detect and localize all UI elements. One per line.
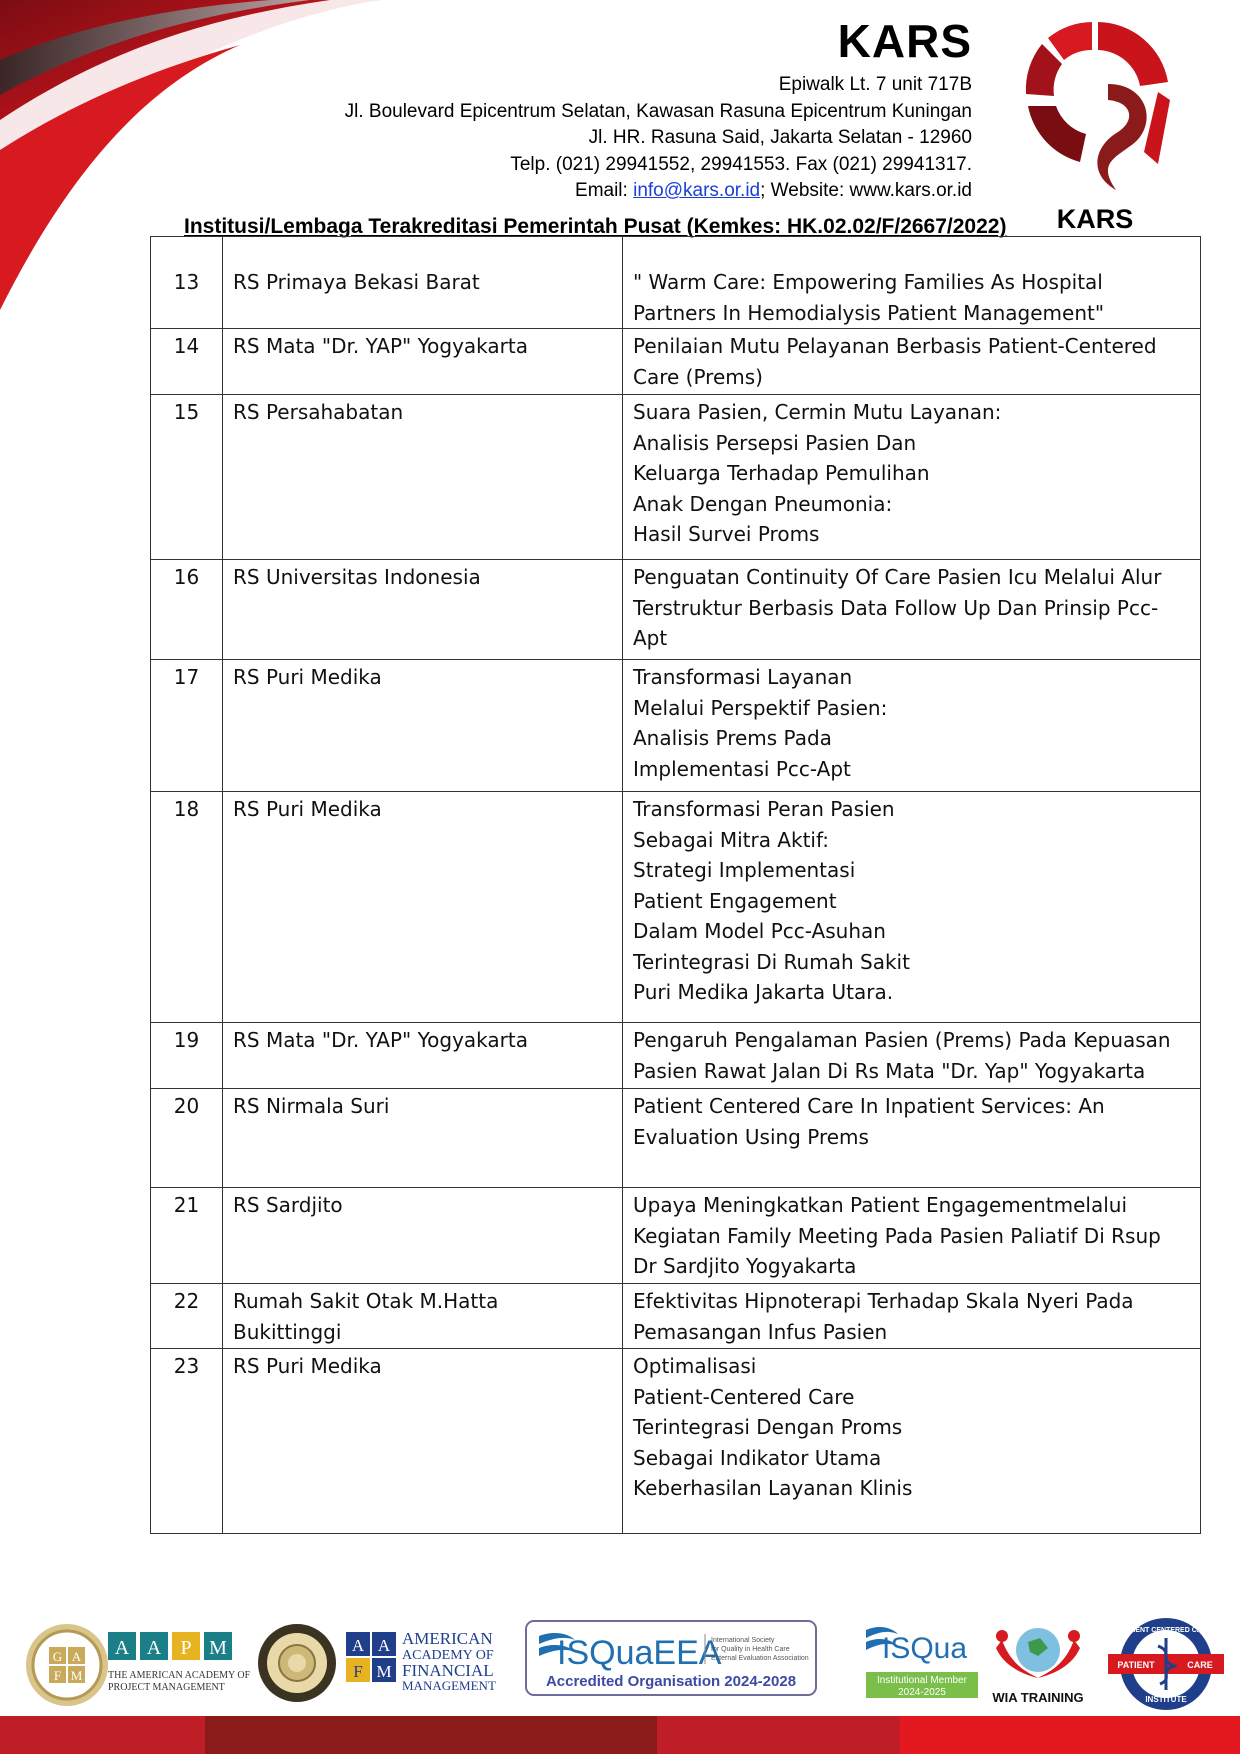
abstract-title: [623, 329, 1201, 395]
hospital-name-line: Bukittinggi: [233, 1319, 342, 1344]
table-row: [151, 792, 1201, 1023]
abstract-title: [623, 1023, 1201, 1089]
title-line: Terstruktur Berbasis Data Follow Up Dan Prinsip Pcc-: [633, 595, 1159, 620]
isqua-member-text: 2024-2025: [898, 1687, 946, 1698]
table-row: [151, 395, 1201, 560]
email-link[interactable]: info@kars.or.id: [633, 180, 761, 201]
title-line: Implementasi Pcc-Apt: [633, 756, 851, 781]
isqua-name: ISQua: [882, 1632, 968, 1665]
title-line: Suara Pasien, Cermin Mutu Layanan:: [633, 400, 1002, 424]
isqua-eea-desc: External Evaluation Association: [711, 1655, 809, 1662]
title-line: Penilaian Mutu Pelayanan Berbasis Patient-Centered: [633, 334, 1157, 358]
abstract-title: [623, 395, 1201, 560]
aapm-letter: P: [180, 1637, 192, 1659]
aapm-letter: A: [114, 1637, 130, 1659]
gafm-letter: A: [71, 1649, 82, 1664]
aafm-text: MANAGEMENT: [402, 1678, 496, 1693]
email-prefix: Email:: [575, 180, 634, 201]
abstract-title: [623, 237, 1201, 329]
title-line: Optimalisasi: [633, 1354, 757, 1378]
isqua-eea-desc: International Society: [711, 1637, 775, 1644]
title-line: Keberhasilan Layanan Klinis: [633, 1476, 913, 1500]
hospital-name-line: Rumah Sakit Otak M.Hatta: [233, 1289, 499, 1313]
pcci-top-text: PATIENT CENTERED CARE: [1120, 1627, 1212, 1634]
gafm-letter: M: [70, 1668, 83, 1683]
aapm-logo: [106, 1630, 276, 1702]
table-row: [151, 1188, 1201, 1284]
title-line: Kegiatan Family Meeting Pada Pasien Paliatif Di Rsup: [633, 1223, 1161, 1248]
isqua-eea-logo: [525, 1620, 817, 1696]
hospital-name: RS Puri Medika: [223, 660, 623, 792]
isqua-eea-badge: Accredited Organisation 2024-2028: [545, 1673, 797, 1690]
abstract-table: [150, 236, 1201, 1534]
aafm-logo: [344, 1630, 544, 1702]
row-number: 18: [151, 792, 223, 1023]
hospital-name: RS Primaya Bekasi Barat: [223, 237, 623, 329]
title-line: Transformasi Layanan: [633, 665, 853, 689]
table-row: [151, 237, 1201, 329]
isqua-eea-name: ISQuaEEA: [557, 1634, 722, 1672]
title-line: Analisis Persepsi Pasien Dan: [633, 430, 917, 455]
title-line: Evaluation Using Prems: [633, 1124, 869, 1149]
kars-logo-icon: [1008, 14, 1188, 204]
kars-logo-label: KARS: [1056, 204, 1134, 234]
hospital-name: [223, 1284, 623, 1349]
footer-bar-segment: [657, 1716, 900, 1754]
title-line: Patient Engagement: [633, 888, 837, 913]
hospital-name: RS Mata "Dr. YAP" Yogyakarta: [223, 1023, 623, 1089]
row-number: 23: [151, 1349, 223, 1534]
title-line: Efektivitas Hipnoterapi Terhadap Skala Nyeri Pada: [633, 1289, 1134, 1313]
title-line: Hasil Survei Proms: [633, 522, 820, 546]
row-number: 22: [151, 1284, 223, 1349]
aafm-text: FINANCIAL: [402, 1661, 494, 1680]
aafm-letter: A: [377, 1636, 391, 1655]
abstract-title: [623, 1188, 1201, 1284]
table-row: [151, 1349, 1201, 1534]
title-line: Keluarga Terhadap Pemulihan: [633, 461, 930, 485]
address-line: Epiwalk Lt. 7 unit 717B: [778, 74, 972, 95]
title-line: Pengaruh Pengalaman Pasien (Prems) Pada Kepuasan: [633, 1028, 1171, 1052]
title-line: Terintegrasi Dengan Proms: [633, 1415, 903, 1439]
isqua-eea-desc: for Quality in Health Care: [711, 1646, 790, 1653]
abstract-title: [623, 1284, 1201, 1349]
row-number: 15: [151, 395, 223, 560]
row-number: 16: [151, 560, 223, 660]
hospital-name: RS Puri Medika: [223, 792, 623, 1023]
title-line: Melalui Perspektif Pasien:: [633, 695, 888, 720]
footer-color-bar: [0, 1716, 1240, 1754]
aafm-text: AMERICAN: [402, 1630, 493, 1648]
footer-bar-segment: [205, 1716, 657, 1754]
aafm-letter: F: [353, 1662, 363, 1681]
gafm-seal-logo: [24, 1622, 110, 1708]
title-line: Strategi Implementasi: [633, 858, 856, 882]
phone-line: Telp. (021) 29941552, 29941553. Fax (021) 29941317.: [510, 153, 972, 175]
title-line: Anak Dengan Pneumonia:: [633, 491, 893, 516]
hospital-name: RS Persahabatan: [223, 395, 623, 560]
footer-bar-segment: [0, 1716, 205, 1754]
title-line: Patient-Centered Care: [633, 1384, 855, 1409]
row-number: 20: [151, 1089, 223, 1188]
title-line: Sebagai Mitra Aktif:: [633, 827, 830, 852]
title-line: Upaya Meningkatkan Patient Engagementmelalui: [633, 1193, 1128, 1217]
table-row: [151, 1284, 1201, 1349]
aafm-letter: M: [376, 1662, 392, 1681]
table-row: [151, 660, 1201, 792]
abstract-title: [623, 660, 1201, 792]
isqua-member-logo: [862, 1618, 978, 1700]
address-line: Jl. HR. Rasuna Said, Jakarta Selatan - 12960: [588, 127, 972, 148]
title-line: Sebagai Indikator Utama: [633, 1445, 882, 1470]
table-row: [151, 329, 1201, 395]
footer-bar-segment: [900, 1716, 1240, 1754]
pcci-band-text: CARE: [1187, 1660, 1213, 1670]
isqua-member-text: Institutional Member: [876, 1675, 968, 1686]
title-line: Dalam Model Pcc-Asuhan: [633, 919, 886, 943]
title-line: Puri Medika Jakarta Utara.: [633, 980, 894, 1004]
aapm-caption: THE AMERICAN ACADEMY OF: [108, 1670, 251, 1681]
aafm-letter: A: [351, 1636, 365, 1655]
address-block: [345, 72, 972, 205]
wia-training-logo: [982, 1618, 1094, 1710]
title-line: Pasien Rawat Jalan Di Rs Mata "Dr. Yap" Yogyakarta: [633, 1058, 1146, 1083]
title-line: Penguatan Continuity Of Care Pasien Icu Melalui Alur: [633, 565, 1162, 589]
title-line: Pemasangan Infus Pasien: [633, 1319, 888, 1344]
abstract-title: [623, 1349, 1201, 1534]
aapm-caption: PROJECT MANAGEMENT: [108, 1682, 225, 1693]
hospital-name: RS Universitas Indonesia: [223, 560, 623, 660]
wia-label: WIA TRAINING: [992, 1690, 1084, 1705]
address-line: Jl. Boulevard Epicentrum Selatan, Kawasan Rasuna Epicentrum Kuningan: [344, 100, 972, 122]
abstract-title: [623, 560, 1201, 660]
hospital-name: RS Nirmala Suri: [223, 1089, 623, 1188]
pcci-band-text: PATIENT: [1117, 1660, 1155, 1670]
accreditation-statement: Institusi/Lembaga Terakreditasi Pemerintah Pusat (Kemkes: HK.02.02/F/2667/2022): [184, 215, 1007, 238]
patient-centered-care-institute-logo: [1108, 1616, 1228, 1712]
title-line: Dr Sardjito Yogyakarta: [633, 1254, 857, 1278]
org-name-heading: KARS: [837, 15, 972, 67]
gafm-letter: G: [52, 1649, 63, 1664]
table-row: [151, 560, 1201, 660]
contact-line: [345, 178, 972, 205]
hospital-name: RS Mata "Dr. YAP" Yogyakarta: [223, 329, 623, 395]
abstract-title: [623, 1089, 1201, 1188]
table-row: [151, 1023, 1201, 1089]
table-row: [151, 1089, 1201, 1188]
row-number: 14: [151, 329, 223, 395]
project-management-seal-icon: [256, 1622, 338, 1704]
website-text: ; Website: www.kars.or.id: [760, 180, 972, 201]
row-number: 21: [151, 1188, 223, 1284]
title-line: Care (Prems): [633, 364, 763, 389]
title-line: Patient Centered Care In Inpatient Services: An: [633, 1094, 1105, 1118]
aapm-letter: A: [146, 1637, 162, 1659]
title-line: Transformasi Peran Pasien: [633, 797, 895, 821]
hospital-name: RS Sardjito: [223, 1188, 623, 1284]
row-number: 19: [151, 1023, 223, 1089]
pcci-bottom-text: INSTITUTE: [1145, 1695, 1187, 1704]
title-line: Analisis Prems Pada: [633, 726, 832, 750]
gafm-letter: F: [53, 1668, 62, 1683]
footer-logo-strip: [22, 1616, 1232, 1712]
aafm-text: ACADEMY OF: [402, 1648, 494, 1663]
abstract-title: [623, 792, 1201, 1023]
aapm-letter: M: [209, 1637, 227, 1659]
hospital-name: RS Puri Medika: [223, 1349, 623, 1534]
row-number: 13: [151, 237, 223, 329]
title-line: Partners In Hemodialysis Patient Management": [633, 300, 1105, 325]
row-number: 17: [151, 660, 223, 792]
title-line: Apt: [633, 626, 668, 650]
title-line: Terintegrasi Di Rumah Sakit: [633, 949, 910, 974]
title-line: " Warm Care: Empowering Families As Hospital: [633, 270, 1103, 294]
